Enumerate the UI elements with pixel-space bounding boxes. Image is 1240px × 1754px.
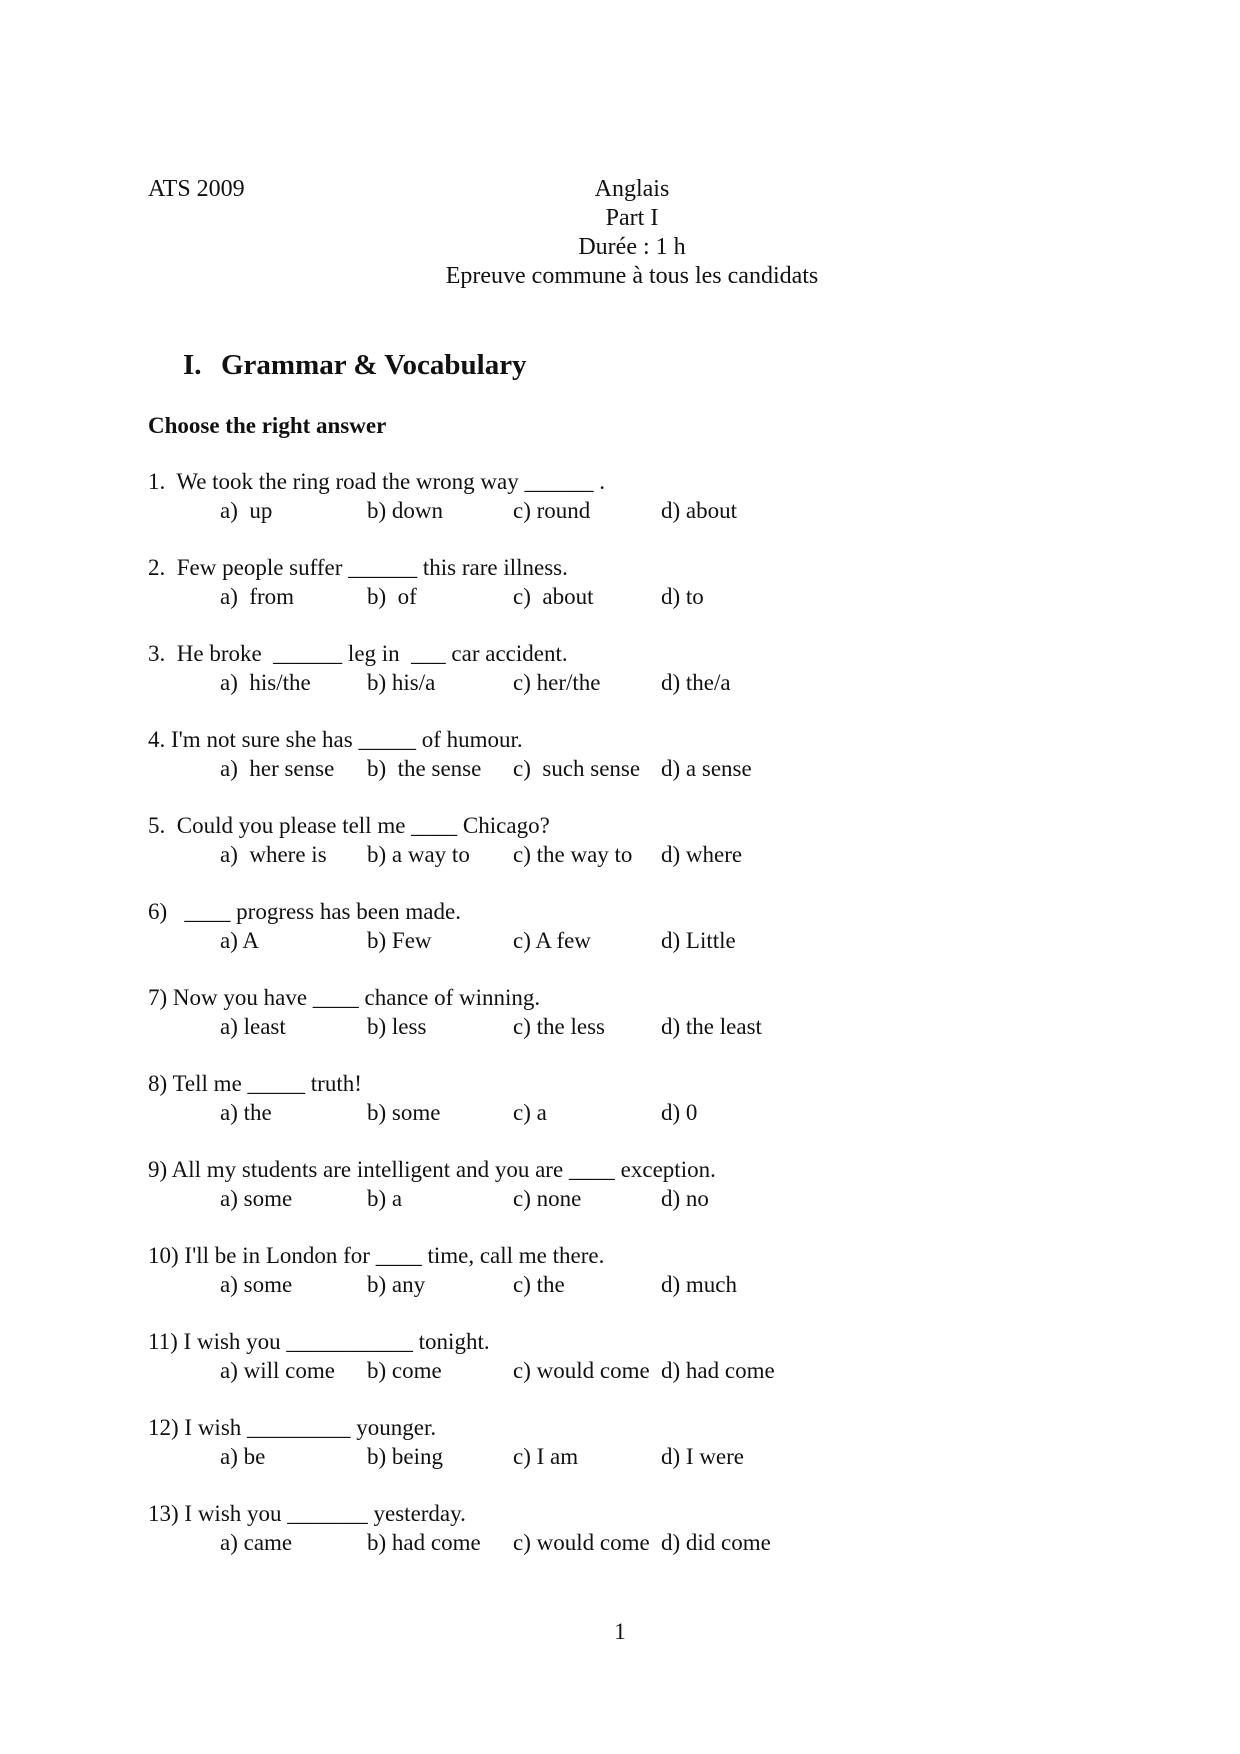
question-4: [148, 725, 1108, 811]
option-d: d) I were: [661, 1444, 745, 1469]
option-b: b) had come: [367, 1530, 481, 1555]
subject-title: Anglais: [594, 176, 670, 202]
question-prompt: 9) All my students are intelligent and you are ____ exception.: [148, 1157, 716, 1182]
answer-options: [148, 1270, 1108, 1299]
option-c: c) the way to: [513, 842, 633, 867]
option-d: d) had come: [661, 1358, 775, 1383]
option-c: c) a: [513, 1100, 547, 1125]
question-7: [148, 983, 1108, 1069]
option-a: a) the: [220, 1100, 272, 1125]
question-11: [148, 1327, 1108, 1413]
option-d: d) the/a: [661, 670, 731, 695]
option-c: c) A few: [513, 928, 591, 953]
question-prompt: 2. Few people suffer ______ this rare illness.: [148, 555, 568, 580]
section-heading: [183, 347, 527, 383]
option-b: b) being: [367, 1444, 444, 1469]
option-d: d) 0: [661, 1100, 698, 1125]
option-a: a) from: [220, 584, 295, 609]
question-3: [148, 639, 1108, 725]
option-c: c) would come: [513, 1358, 650, 1383]
duration-label: Durée : 1 h: [578, 234, 686, 260]
page-number: 1: [614, 1619, 626, 1644]
option-b: b) a way to: [367, 842, 470, 867]
option-a: a) came: [220, 1530, 293, 1555]
option-b: b) the sense: [367, 756, 482, 781]
question-2: [148, 553, 1108, 639]
option-a: a) up: [220, 498, 273, 523]
option-c: c) none: [513, 1186, 582, 1211]
answer-options: [148, 754, 1108, 783]
answer-options: [148, 1098, 1108, 1127]
question-prompt: 11) I wish you ___________ tonight.: [148, 1329, 490, 1354]
question-prompt: 12) I wish _________ younger.: [148, 1415, 437, 1440]
instruction: Choose the right answer: [148, 413, 387, 438]
option-d: d) to: [661, 584, 704, 609]
option-a: a) some: [220, 1272, 293, 1297]
answer-options: [148, 840, 1108, 869]
question-6: [148, 897, 1108, 983]
option-b: b) come: [367, 1358, 442, 1383]
option-c: c) her/the: [513, 670, 601, 695]
option-d: d) Little: [661, 928, 736, 953]
option-a: a) be: [220, 1444, 266, 1469]
option-a: a) her sense: [220, 756, 335, 781]
question-prompt: 13) I wish you _______ yesterday.: [148, 1501, 466, 1526]
option-b: b) of: [367, 584, 417, 609]
question-9: [148, 1155, 1108, 1241]
option-c: c) I am: [513, 1444, 579, 1469]
option-c: c) would come: [513, 1530, 650, 1555]
part-label: Part I: [605, 205, 659, 231]
option-c: c) such sense: [513, 756, 641, 781]
option-b: b) less: [367, 1014, 427, 1039]
option-b: b) some: [367, 1100, 441, 1125]
option-a: a) some: [220, 1186, 293, 1211]
option-d: d) a sense: [661, 756, 752, 781]
exam-code: ATS 2009: [148, 176, 245, 202]
option-d: d) did come: [661, 1530, 771, 1555]
option-c: c) round: [513, 498, 591, 523]
option-c: c) the: [513, 1272, 565, 1297]
option-d: d) much: [661, 1272, 738, 1297]
option-b: b) down: [367, 498, 444, 523]
answer-options: [148, 1442, 1108, 1471]
question-13: [148, 1499, 1108, 1585]
answer-options: [148, 496, 1108, 525]
section-number: I.: [183, 349, 202, 381]
answer-options: [148, 1012, 1108, 1041]
question-prompt: 1. We took the ring road the wrong way ______ .: [148, 469, 606, 494]
answer-options: [148, 1528, 1108, 1557]
question-prompt: 8) Tell me _____ truth!: [148, 1071, 362, 1096]
option-c: c) about: [513, 584, 594, 609]
question-prompt: 3. He broke ______ leg in ___ car accident.: [148, 641, 568, 666]
question-5: [148, 811, 1108, 897]
option-b: b) a: [367, 1186, 403, 1211]
option-d: d) about: [661, 498, 738, 523]
answer-options: [148, 926, 1108, 955]
option-a: a) will come: [220, 1358, 335, 1383]
option-d: d) no: [661, 1186, 709, 1211]
option-b: b) Few: [367, 928, 432, 953]
option-a: a) where is: [220, 842, 327, 867]
question-prompt: 4. I'm not sure she has _____ of humour.: [148, 727, 523, 752]
option-b: b) any: [367, 1272, 426, 1297]
option-a: a) least: [220, 1014, 286, 1039]
question-list: [148, 467, 1108, 1585]
option-d: d) the least: [661, 1014, 762, 1039]
question-8: [148, 1069, 1108, 1155]
option-c: c) the less: [513, 1014, 605, 1039]
question-prompt: 7) Now you have ____ chance of winning.: [148, 985, 541, 1010]
option-b: b) his/a: [367, 670, 436, 695]
answer-options: [148, 582, 1108, 611]
option-a: a) his/the: [220, 670, 311, 695]
question-1: [148, 467, 1108, 553]
option-d: d) where: [661, 842, 743, 867]
answer-options: [148, 668, 1108, 697]
option-a: a) A: [220, 928, 259, 953]
question-10: [148, 1241, 1108, 1327]
answer-options: [148, 1184, 1108, 1213]
exam-header: [432, 175, 832, 291]
question-12: [148, 1413, 1108, 1499]
answer-options: [148, 1356, 1108, 1385]
exam-note: Epreuve commune à tous les candidats: [445, 263, 819, 289]
question-prompt: 10) I'll be in London for ____ time, call me there.: [148, 1243, 605, 1268]
section-title: Grammar & Vocabulary: [221, 349, 527, 381]
question-prompt: 5. Could you please tell me ____ Chicago?: [148, 813, 550, 838]
question-prompt: 6) ____ progress has been made.: [148, 899, 461, 924]
